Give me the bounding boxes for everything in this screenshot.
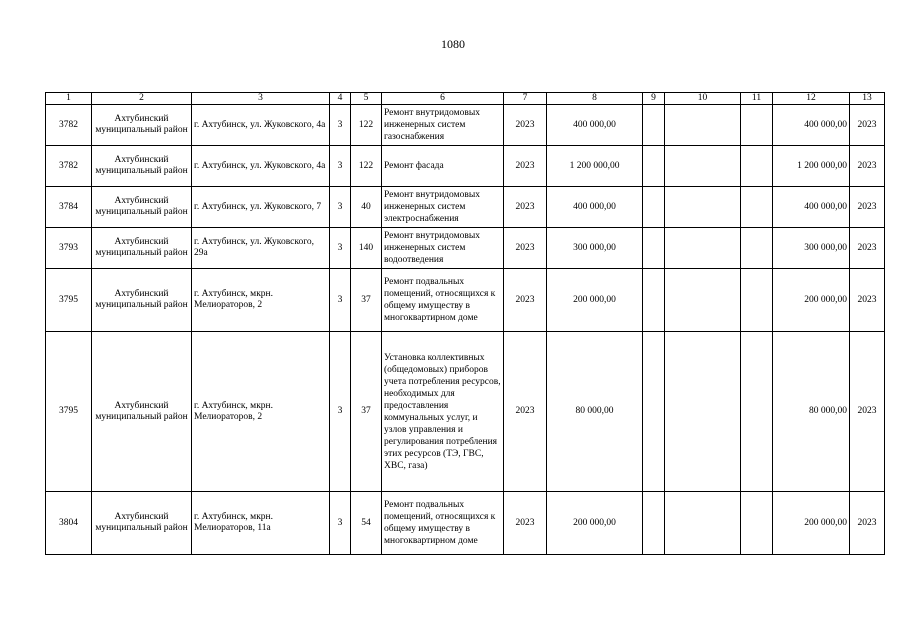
column-header: 2 — [92, 93, 192, 105]
cell-amount: 400 000,00 — [547, 187, 643, 228]
cell-id: 3795 — [46, 269, 92, 332]
cell-col4: 3 — [330, 269, 351, 332]
cell-id: 3784 — [46, 187, 92, 228]
column-header: 3 — [192, 93, 330, 105]
column-header: 5 — [351, 93, 382, 105]
cell-col13: 2023 — [850, 332, 885, 492]
cell-col9 — [643, 269, 665, 332]
cell-id: 3793 — [46, 228, 92, 269]
table-row — [46, 332, 885, 492]
cell-amount: 300 000,00 — [547, 228, 643, 269]
cell-col4: 3 — [330, 187, 351, 228]
cell-year: 2023 — [504, 187, 547, 228]
page-number: 1080 — [441, 37, 465, 51]
cell-amount: 80 000,00 — [547, 332, 643, 492]
table-row — [46, 228, 885, 269]
cell-district: Ахтубинский муниципальный район — [92, 187, 192, 228]
cell-col5: 37 — [351, 269, 382, 332]
cell-col11 — [741, 492, 773, 555]
cell-district: Ахтубинский муниципальный район — [92, 492, 192, 555]
cell-address: г. Ахтубинск, ул. Жуковского, 4а — [192, 146, 330, 187]
cell-col12: 400 000,00 — [773, 105, 850, 146]
table-row — [46, 492, 885, 555]
cell-amount: 400 000,00 — [547, 105, 643, 146]
cell-col4: 3 — [330, 105, 351, 146]
cell-district: Ахтубинский муниципальный район — [92, 332, 192, 492]
cell-col11 — [741, 228, 773, 269]
cell-work: Установка коллективных (общедомовых) приборов учета потребления ресурсов, необходимых для предоставления коммунальных услуг, и узлов управления и регулирования потребления этих ресурсов (ТЭ, ГВС, ХВС, газа) — [382, 332, 504, 492]
cell-col5: 122 — [351, 146, 382, 187]
cell-col13: 2023 — [850, 269, 885, 332]
column-header: 9 — [643, 93, 665, 105]
cell-col11 — [741, 187, 773, 228]
cell-year: 2023 — [504, 146, 547, 187]
cell-amount: 200 000,00 — [547, 269, 643, 332]
column-header: 13 — [850, 93, 885, 105]
cell-col13: 2023 — [850, 228, 885, 269]
cell-col10 — [665, 228, 741, 269]
table-row — [46, 269, 885, 332]
cell-col11 — [741, 332, 773, 492]
table-row — [46, 146, 885, 187]
cell-col13: 2023 — [850, 105, 885, 146]
cell-id: 3804 — [46, 492, 92, 555]
cell-col10 — [665, 492, 741, 555]
cell-col9 — [643, 492, 665, 555]
cell-col9 — [643, 332, 665, 492]
cell-col4: 3 — [330, 228, 351, 269]
cell-col11 — [741, 146, 773, 187]
column-number-row — [46, 93, 885, 105]
cell-col5: 54 — [351, 492, 382, 555]
cell-year: 2023 — [504, 492, 547, 555]
cell-address: г. Ахтубинск, мкрн. Мелиораторов, 2 — [192, 269, 330, 332]
cell-col9 — [643, 228, 665, 269]
cell-address: г. Ахтубинск, ул. Жуковского, 29а — [192, 228, 330, 269]
cell-col11 — [741, 105, 773, 146]
cell-col9 — [643, 146, 665, 187]
cell-id: 3782 — [46, 105, 92, 146]
cell-col4: 3 — [330, 492, 351, 555]
cell-col5: 122 — [351, 105, 382, 146]
column-header: 11 — [741, 93, 773, 105]
cell-district: Ахтубинский муниципальный район — [92, 228, 192, 269]
column-header: 10 — [665, 93, 741, 105]
table-row — [46, 187, 885, 228]
column-header: 1 — [46, 93, 92, 105]
cell-amount: 200 000,00 — [547, 492, 643, 555]
cell-year: 2023 — [504, 332, 547, 492]
cell-amount: 1 200 000,00 — [547, 146, 643, 187]
cell-work: Ремонт внутридомовых инженерных систем электроснабжения — [382, 187, 504, 228]
cell-id: 3782 — [46, 146, 92, 187]
cell-district: Ахтубинский муниципальный район — [92, 146, 192, 187]
cell-address: г. Ахтубинск, мкрн. Мелиораторов, 2 — [192, 332, 330, 492]
cell-district: Ахтубинский муниципальный район — [92, 269, 192, 332]
column-header: 8 — [547, 93, 643, 105]
cell-col13: 2023 — [850, 187, 885, 228]
cell-work: Ремонт подвальных помещений, относящихся к общему имуществу в многоквартирном доме — [382, 492, 504, 555]
cell-col13: 2023 — [850, 492, 885, 555]
cell-col12: 200 000,00 — [773, 492, 850, 555]
cell-col12: 200 000,00 — [773, 269, 850, 332]
cell-col12: 1 200 000,00 — [773, 146, 850, 187]
cell-year: 2023 — [504, 228, 547, 269]
cell-col4: 3 — [330, 146, 351, 187]
cell-col10 — [665, 105, 741, 146]
cell-col13: 2023 — [850, 146, 885, 187]
cell-id: 3795 — [46, 332, 92, 492]
cell-address: г. Ахтубинск, мкрн. Мелиораторов, 11а — [192, 492, 330, 555]
cell-col5: 140 — [351, 228, 382, 269]
cell-col9 — [643, 187, 665, 228]
cell-col10 — [665, 146, 741, 187]
cell-address: г. Ахтубинск, ул. Жуковского, 4а — [192, 105, 330, 146]
cell-col12: 400 000,00 — [773, 187, 850, 228]
cell-col4: 3 — [330, 332, 351, 492]
cell-col12: 80 000,00 — [773, 332, 850, 492]
cell-work: Ремонт фасада — [382, 146, 504, 187]
cell-col5: 37 — [351, 332, 382, 492]
column-header: 6 — [382, 93, 504, 105]
cell-year: 2023 — [504, 269, 547, 332]
cell-col12: 300 000,00 — [773, 228, 850, 269]
cell-col9 — [643, 105, 665, 146]
cell-year: 2023 — [504, 105, 547, 146]
cell-work: Ремонт внутридомовых инженерных систем водоотведения — [382, 228, 504, 269]
cell-col10 — [665, 269, 741, 332]
cell-col5: 40 — [351, 187, 382, 228]
cell-work: Ремонт внутридомовых инженерных систем газоснабжения — [382, 105, 504, 146]
cell-col10 — [665, 332, 741, 492]
cell-district: Ахтубинский муниципальный район — [92, 105, 192, 146]
table-row — [46, 105, 885, 146]
column-header: 4 — [330, 93, 351, 105]
column-header: 12 — [773, 93, 850, 105]
cell-col11 — [741, 269, 773, 332]
cell-work: Ремонт подвальных помещений, относящихся к общему имуществу в многоквартирном доме — [382, 269, 504, 332]
column-header: 7 — [504, 93, 547, 105]
cell-address: г. Ахтубинск, ул. Жуковского, 7 — [192, 187, 330, 228]
capital-repair-table — [45, 92, 885, 555]
cell-col10 — [665, 187, 741, 228]
